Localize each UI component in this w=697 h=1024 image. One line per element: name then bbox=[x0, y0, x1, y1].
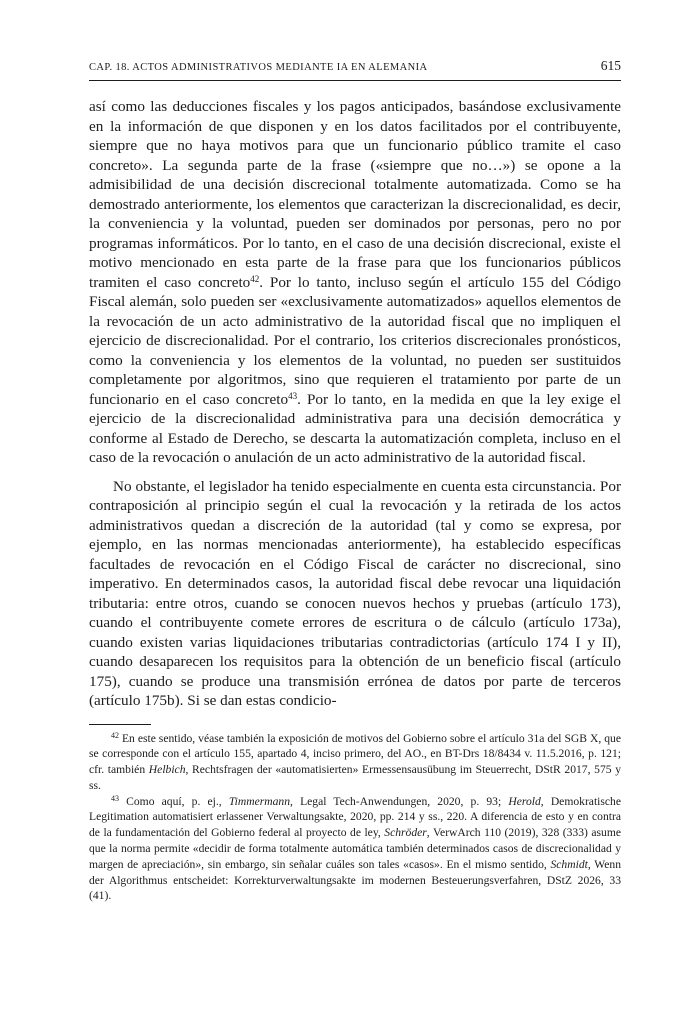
footnote-text: , VerwArch 110 (2019), 328 (333) asume que la norma permite «decidir de forma totalmente automática también determinados casos de discrecionalidad y margen de apreciación», sin embargo, sin señalar cuáles son tales «casos». En el mismo sentido, bbox=[89, 826, 621, 871]
paragraph-1-part-c: . Por lo tanto, en la medida en que la ley exige el ejercicio de la discrecionalidad administrativa para una decisión democrática y conforme al Estado de Derecho, se descarta la automatización completa, incluso en el caso de la revocación o anulación de un acto administrativo de la autoridad fiscal. bbox=[89, 390, 622, 466]
footnote-separator bbox=[89, 724, 151, 725]
cited-author: Schmidt bbox=[550, 857, 588, 871]
footnote-text: , Wenn der Algorithmus entscheidet: Korrekturverwaltungsakte im modernen Besteuerungsverfahren, DStZ 2026, 33 (41). bbox=[89, 857, 621, 903]
paragraph-1 bbox=[89, 97, 621, 468]
footnote-ref-42[interactable]: 42 bbox=[250, 273, 260, 284]
cited-author: Herold bbox=[508, 794, 541, 808]
footnote-number: 43 bbox=[111, 793, 119, 803]
footnotes bbox=[89, 731, 621, 905]
paragraph-2: No obstante, el legislador ha tenido especialmente en cuenta esta circunstancia. Por contraposición al principio según el cual la revocación y la retirada de los actos administrativos quedan a discreción de la autoridad (tal y como se expresa, por ejemplo, en las normas mencionadas anteriormente), ha establecido específicas facultades de revocación en el Código Fiscal de carácter no discrecional, sino imperativo. En determinados casos, la autoridad fiscal debe revocar una liquidación tributaria: entre otros, cuando se conocen nuevos hechos y pruebas (artículo 173), cuando el contribuyente comete errores de escritura o de cálculo (artículo 173a), cuando existen varias liquidaciones tributarias contradictorias (artículo 174 I y II), cuando desaparecen los requisitos para la obtención de un beneficio fiscal (artículo 175), cuando se produce una transmisión errónea de datos por parte de terceros (artículo 175b). Si se dan estas condicio- bbox=[89, 477, 621, 709]
footnote-text: , Demokratische Legitimation automatisiert erlassener Verwaltungsakte, 2020, pp. 214 y ss., 220. A diferencia de esto y en contra de la fundamentación del Gobierno federal al proyecto de ley, bbox=[89, 794, 621, 840]
footnote-43 bbox=[89, 794, 621, 905]
body-text bbox=[89, 97, 621, 711]
book-page bbox=[89, 58, 621, 904]
cited-author: Schröder bbox=[384, 826, 427, 840]
cited-author: Helbich bbox=[148, 763, 186, 777]
footnote-text: En este sentido, véase también la exposición de motivos del Gobierno sobre el artículo 31a del SGB X, que se corresponde con el artículo 155, apartado 4, inciso primero, del AO., en BT-Drs 18/8434 v. 11.5.2016, p. 121; cfr. también bbox=[89, 731, 621, 777]
footnote-text: , Rechtsfragen der «automatisierten» Ermessensausübung im Steuerrecht, DStR 2017, 575 y ss. bbox=[89, 763, 621, 792]
page-number: 615 bbox=[600, 58, 621, 73]
footnote-number: 42 bbox=[111, 730, 119, 740]
page-header bbox=[89, 58, 621, 81]
footnote-ref-43[interactable]: 43 bbox=[288, 390, 298, 401]
cited-author: Timmermann bbox=[228, 794, 291, 808]
running-head: CAP. 18. ACTOS ADMINISTRATIVOS MEDIANTE IA EN ALEMANIA bbox=[89, 62, 428, 73]
footnote-42 bbox=[89, 731, 621, 794]
paragraph-1-part-b: . Por lo tanto, incluso según el artículo 155 del Código Fiscal alemán, solo pueden ser «exclusivamente automatizados» aquellos elementos de la revocación de un acto administrativo de la autoridad fiscal que no impliquen el ejercicio de discrecionalidad. Por el contrario, los criterios discrecionales pronósticos, como la conveniencia y los elementos de la voluntad, no pueden ser sustituidos completamente por algoritmos, sino que requieren el tratamiento por parte de un funcionario en el caso concreto bbox=[89, 273, 621, 408]
paragraph-1-part-a: así como las deducciones fiscales y los pagos anticipados, basándose exclusivamente en la información de que disponen y en los datos facilitados por el contribuyente, siempre que no haya motivos para que un funcionario público tramite el caso concreto». La segunda parte de la frase («siempre que no…») se opone a la admisibilidad de una decisión discrecional totalmente automatizada. Como se ha demostrado anteriormente, los elementos que caracterizan la discrecionalidad, es decir, la conveniencia y la voluntad, pueden ser dominados por personas, pero no por programas informáticos. Por lo tanto, en el caso de una decisión discrecional, existe el motivo mencionado en esta parte de la frase para que los funcionarios públicos tramiten el caso concreto bbox=[89, 98, 621, 291]
footnote-text: Como aquí, p. ej., bbox=[126, 794, 229, 808]
footnote-text: , Legal Tech-Anwendungen, 2020, p. 93; bbox=[290, 794, 509, 808]
